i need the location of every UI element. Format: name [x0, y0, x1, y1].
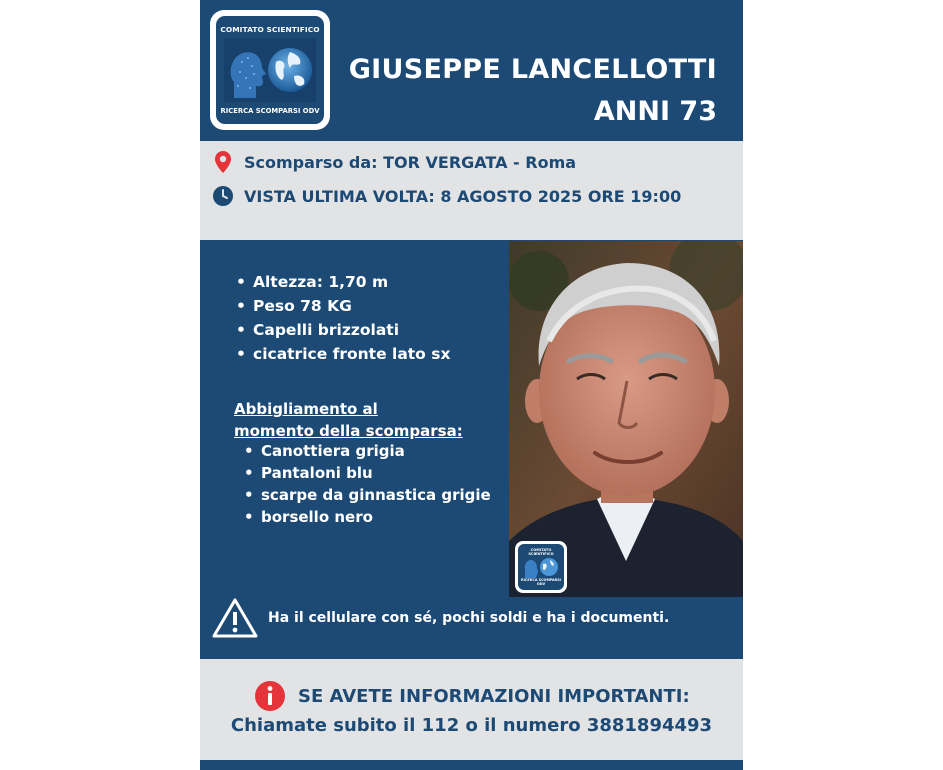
contact-phone-text: Chiamate subito il 112 o il numero 3881894493 — [230, 715, 713, 736]
clothing-item: • Canottiera grigia — [244, 440, 491, 462]
warning-note — [212, 596, 669, 640]
logo-top-text: COMITATO SCIENTIFICO — [220, 25, 320, 34]
person-name: GIUSEPPE LANCELLOTTI — [348, 54, 717, 85]
logo-bottom-text: RICERCA SCOMPARSI ODV — [220, 107, 320, 115]
footer-strip — [200, 760, 743, 770]
watermark-globe-icon — [523, 556, 559, 578]
clothing-list — [244, 440, 491, 528]
clothing-heading: Abbigliamento al momento della scomparsa: — [234, 400, 463, 440]
detail-item: • cicatrice fronte lato sx — [236, 342, 450, 366]
location-row — [212, 150, 576, 174]
last-seen-row — [212, 184, 681, 208]
clothing-item: • borsello nero — [244, 506, 491, 528]
location-text: Scomparso da: TOR VERGATA - Roma — [244, 152, 577, 172]
contact-band — [200, 659, 743, 760]
warning-triangle-icon — [212, 597, 258, 639]
detail-item: • Altezza: 1,70 m — [236, 270, 450, 294]
watermark-logo: COMITATO SCIENTIFICO RICERCA SCOMPARSI ODV — [515, 541, 567, 593]
contact-heading — [254, 679, 690, 713]
map-pin-icon — [212, 150, 234, 174]
clothing-item: • Pantaloni blu — [244, 462, 491, 484]
info-band — [200, 141, 743, 240]
detail-item: • Peso 78 KG — [236, 294, 450, 318]
logo-head-globe-icon — [224, 38, 316, 102]
clock-icon — [212, 184, 234, 208]
detail-item: • Capelli brizzolati — [236, 318, 450, 342]
contact-heading-text: SE AVETE INFORMAZIONI IMPORTANTI: — [298, 685, 690, 707]
missing-person-poster — [200, 0, 743, 770]
last-seen-text: VISTA ULTIMA VOLTA: 8 AGOSTO 2025 ORE 19:00 — [244, 186, 682, 206]
person-photo — [509, 241, 743, 597]
person-age: ANNI 73 — [593, 96, 717, 127]
physical-details — [236, 270, 450, 366]
warning-text: Ha il cellulare con sé, pochi soldi e ha i documenti. — [268, 610, 670, 626]
organization-logo — [210, 10, 330, 130]
clothing-item: • scarpe da ginnastica grigie — [244, 484, 491, 506]
info-icon — [254, 680, 286, 712]
